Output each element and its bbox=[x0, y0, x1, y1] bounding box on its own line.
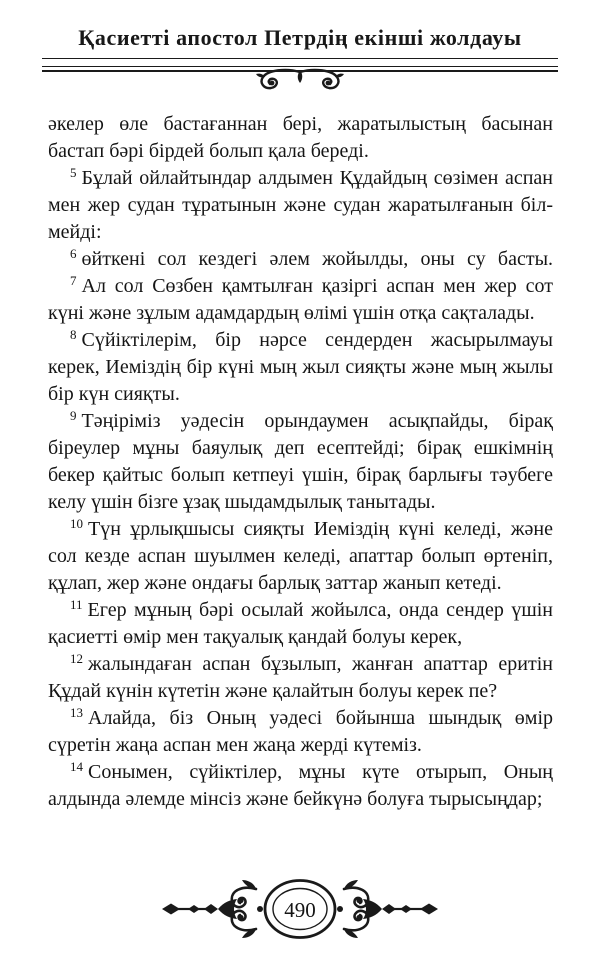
paragraph bbox=[48, 111, 553, 165]
page-footer bbox=[160, 877, 440, 941]
text-line: әкелер өле бастағаннан бері, жаратылыстың басынан bbox=[48, 113, 553, 135]
verse-number: 12 bbox=[70, 651, 83, 666]
text-line: $^{10}$ Түн ұрлықшысы сияқты Иеміздің күні келеді, және bbox=[70, 516, 553, 540]
text-line: $^8$ Сүйіктілерім, бір нәрсе сендерден жасырылмауы bbox=[70, 327, 553, 351]
paragraph bbox=[48, 759, 553, 813]
text-line: $^{14}$ Сонымен, сүйіктілер, мұны күте отырып, Оның bbox=[70, 759, 553, 783]
verse-number: 14 bbox=[70, 759, 83, 774]
text-line: күні және зұлым адамдардың өлімі үшін отқа сақталады. bbox=[48, 302, 535, 324]
verse-number: 9 bbox=[70, 408, 77, 423]
text-line: $^{11}$ Егер мұның бәрі осылай жойылса, онда сендер үшін bbox=[70, 597, 553, 621]
text-line: алдында әлемде мінсіз және бейкүнә болуға тырысыңдар; bbox=[48, 788, 543, 810]
text-line: біреулер мұны баяулық деп есептейді; бірақ ешкімнің bbox=[48, 437, 553, 459]
footer-filigree-ornament-icon bbox=[160, 877, 440, 941]
text-line: керек, Иеміздің бір күні мың жыл сияқты және мың жылы bbox=[48, 356, 553, 378]
text-line: $^{12}$ жалындаған аспан бұзылып, жанған апаттар еритін bbox=[70, 651, 553, 675]
text-line: мейді: bbox=[48, 221, 102, 243]
text-line: бекер қайтыс болып кетпеуі үшін, бірақ барлығы тәубеге bbox=[48, 464, 553, 486]
text-line: бір күн сияқты. bbox=[48, 383, 180, 405]
text-line: Құдай күнін күтетін және қалайтын болуы керек пе? bbox=[48, 680, 498, 702]
chapter-title: Қасиетті апостол Петрдің екінші жолдауы bbox=[78, 25, 522, 50]
text-line: $^9$ Тәңіріміз уәдесін орындаумен асықпайды, бірақ bbox=[70, 408, 553, 432]
text-line: сүретін жаңа аспан мен жаңа жерді күтеміз. bbox=[48, 734, 422, 756]
text-line: келу үшін бізге ұзақ шыдамдылық танытады. bbox=[48, 491, 436, 513]
paragraph bbox=[48, 408, 553, 516]
running-header bbox=[0, 0, 600, 94]
text-line: $^6$ өйткені сол кездегі әлем жойылды, оны су басты. bbox=[70, 246, 553, 270]
paragraph bbox=[48, 246, 553, 273]
verse-number: 5 bbox=[70, 165, 77, 180]
header-scroll-ornament-icon bbox=[0, 68, 600, 94]
text-block bbox=[48, 111, 553, 813]
text-line: сол кезде аспан шуылмен келеді, апаттар болып өртеніп, bbox=[48, 545, 553, 567]
paragraph bbox=[48, 165, 553, 246]
text-line: қасиетті өмір мен тақуалық қандай болуы керек, bbox=[48, 626, 463, 648]
text-line: $^5$ Бұлай ойлайтындар алдымен Құдайдың сөзімен аспан bbox=[70, 165, 553, 189]
text-line: құлап, жер және ондағы барлық заттар жанып кетеді. bbox=[48, 572, 502, 594]
paragraph bbox=[48, 651, 553, 705]
verse-number: 11 bbox=[70, 597, 83, 612]
paragraph bbox=[48, 705, 553, 759]
verse-number: 10 bbox=[70, 516, 83, 531]
text-line: $^7$ Ал сол Сөзбен қамтылған қазіргі аспан мен жер сот bbox=[70, 273, 553, 297]
paragraph bbox=[48, 273, 553, 327]
text-line: бастап бәрі бірдей болып қала береді. bbox=[48, 140, 369, 162]
verse-number: 13 bbox=[70, 705, 83, 720]
text-line: $^{13}$ Алайда, біз Оның уәдесі бойынша шындық өмір bbox=[70, 705, 553, 729]
paragraph bbox=[48, 327, 553, 408]
header-rule-thin bbox=[42, 58, 558, 59]
verse-number: 8 bbox=[70, 327, 77, 342]
verse-number: 6 bbox=[70, 246, 77, 261]
paragraph bbox=[48, 597, 553, 651]
verse-number: 7 bbox=[70, 273, 77, 288]
text-line: мен жер судан тұратынын және судан жаратылғанын біл- bbox=[48, 194, 553, 216]
page-number: 490 bbox=[284, 898, 316, 922]
paragraph bbox=[48, 516, 553, 597]
